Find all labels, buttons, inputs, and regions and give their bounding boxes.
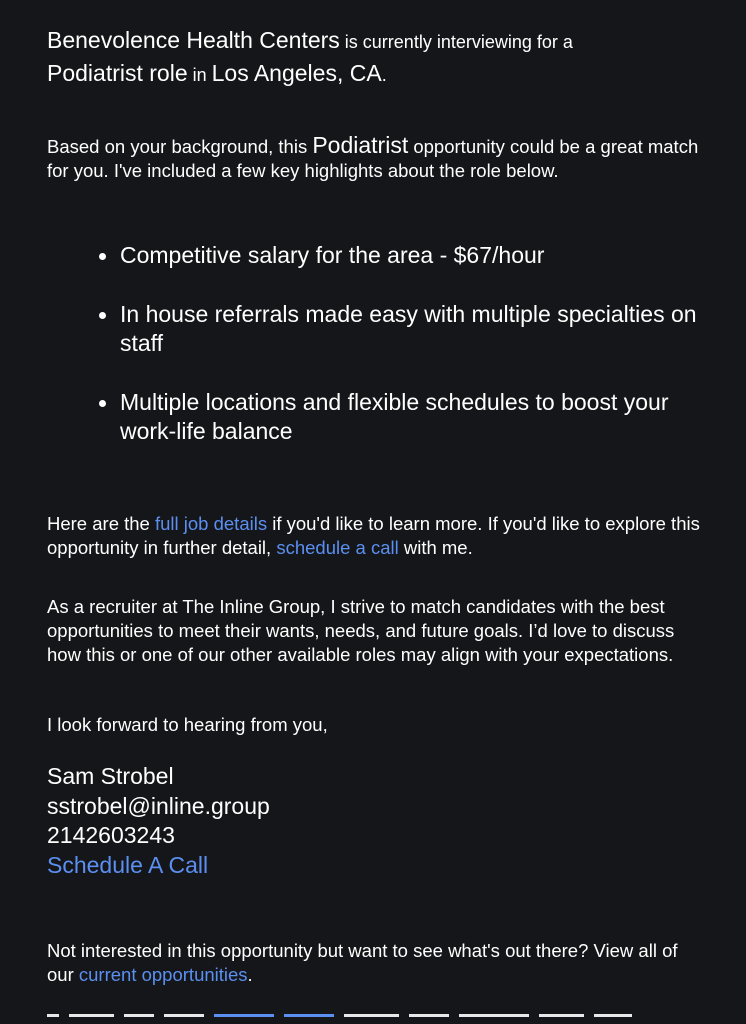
recruiter-paragraph: As a recruiter at The Inline Group, I strive to match candidates with the best opportunities to meet their wants, needs, and future goals. I’d love to discuss how this or one of our other available roles may align with your expectations.	[47, 596, 675, 665]
background-text-1: Based on your background, this	[47, 136, 313, 157]
signature-block	[47, 762, 707, 880]
details-paragraph	[47, 512, 707, 560]
highlight-text: Multiple locations and flexible schedules to boost your work-life balance	[120, 389, 669, 444]
background-text-2: opportunity could be a great match for you. I've included a few key highlights about the role below.	[47, 136, 699, 181]
not-interested-text-2: .	[247, 964, 253, 985]
intro-paragraph	[47, 25, 707, 91]
intro-text-3: .	[381, 65, 387, 85]
current-opportunities-link[interactable]: current opportunities	[78, 964, 248, 985]
schedule-a-call-link[interactable]: Schedule A Call	[47, 851, 209, 878]
highlights-list	[99, 241, 699, 476]
intro-text-1: is currently interviewing for a	[339, 32, 573, 52]
intro-text-2: in	[187, 65, 212, 85]
background-paragraph	[47, 133, 707, 183]
not-interested-text-1: Not interested in this opportunity but want to see what's out there? View all of our	[47, 940, 678, 985]
cutoff-text-line	[47, 1013, 697, 1024]
role-title: Podiatrist role	[47, 60, 188, 86]
signature-phone: 2142603243	[47, 822, 175, 848]
not-interested-paragraph	[47, 939, 707, 987]
highlight-text: Competitive salary for the area - $67/hour	[120, 242, 545, 268]
background-role: Podiatrist	[312, 132, 409, 158]
highlight-item-locations	[99, 388, 699, 446]
highlight-item-salary	[99, 241, 699, 270]
schedule-call-link[interactable]: schedule a call	[276, 537, 399, 558]
details-text-2: if you'd like to learn more. If you'd like to explore this opportunity in further detail,	[47, 513, 700, 558]
job-location: Los Angeles, CA	[211, 60, 382, 86]
company-name: Benevolence Health Centers	[47, 27, 340, 53]
full-job-details-link[interactable]: full job details	[154, 513, 268, 534]
closing-line: I look forward to hearing from you,	[47, 714, 328, 735]
signature-email: sstrobel@inline.group	[47, 792, 270, 819]
highlight-item-referrals	[99, 300, 699, 358]
signature-name: Sam Strobel	[47, 763, 174, 789]
details-text-3: with me.	[398, 537, 473, 558]
details-text-1: Here are the	[47, 513, 155, 534]
highlight-text: In house referrals made easy with multiple specialties on staff	[120, 301, 697, 356]
